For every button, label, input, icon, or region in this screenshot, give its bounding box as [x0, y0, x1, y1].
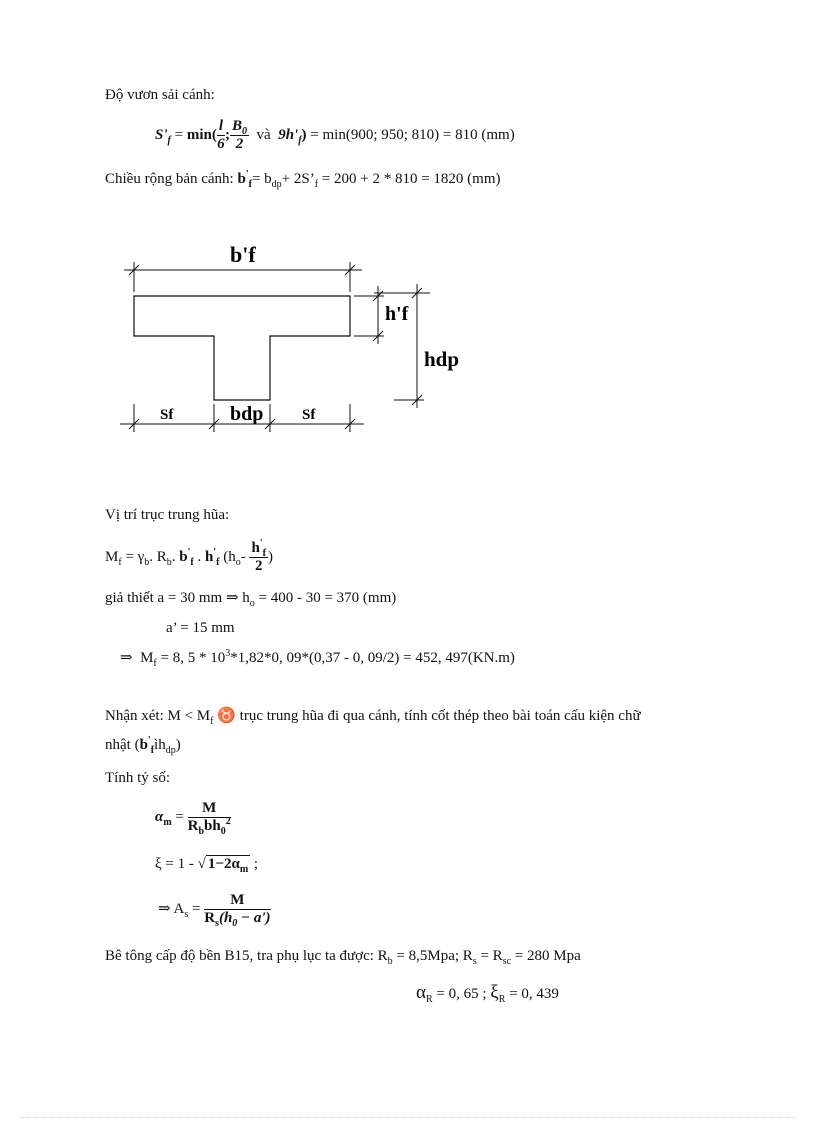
width-label: Chiều rộng bản cánh: [105, 171, 238, 187]
frac-b0-2 [230, 118, 249, 154]
mf-r-sub: b [166, 557, 172, 569]
remark2-text1: nhật ( [105, 737, 140, 753]
mf-close: ) [267, 549, 273, 566]
mf-frac-num-sub: f [262, 548, 266, 559]
frac-l-6 [217, 118, 225, 154]
mf-b-sub: f [190, 557, 194, 569]
frac-b-den: 2 [235, 136, 244, 153]
mf-h-sup: ' [213, 547, 217, 559]
mf-gamma-sub: b [144, 557, 150, 569]
alpha-r-symbol: α [416, 982, 426, 1003]
a-prime-line: a’ = 15 mm [166, 620, 235, 636]
remark2-b-sup: ' [147, 735, 151, 746]
alpha-den-rest: bh [204, 818, 221, 835]
remark-line-2 [105, 735, 181, 756]
t-section-outline [134, 296, 350, 400]
label-hf: h'f [385, 303, 409, 325]
alpha-lhs-sub: m [163, 817, 172, 829]
label-bf: b'f [230, 242, 256, 267]
concrete-text4: = 280 Mpa [511, 948, 581, 964]
frac-l-num: l [217, 118, 225, 136]
alpha-eq: = [175, 809, 184, 826]
xi-r-symbol: ξ [490, 982, 499, 1003]
mf-value-line [120, 648, 515, 669]
assume-text2: = 400 - 30 = 370 (mm) [254, 590, 397, 606]
as-sub: s [184, 909, 189, 921]
ratio-heading: Tính tỷ số: [105, 770, 171, 786]
t-section-diagram [112, 240, 472, 440]
width-eq: = b [251, 171, 272, 187]
width-b: b [237, 171, 246, 187]
assume-sub: o [249, 598, 255, 609]
xi-radicand-sub: m [239, 864, 249, 875]
alpha-formula [155, 800, 231, 836]
as-arrow: ⇒ A [158, 901, 185, 918]
alpha-lhs: α [155, 809, 164, 826]
xi-r-sub: R [498, 994, 506, 1005]
as-eq: = [188, 901, 201, 918]
limits-text2: = 0, 439 [505, 986, 559, 1002]
frac-b-num-sub: 0 [242, 126, 248, 137]
sf-lhs-sub: f [167, 135, 171, 147]
sf-term3: 9h' [278, 127, 299, 144]
concrete-text3: = R [476, 948, 503, 964]
remark2-b-sub: f [150, 745, 155, 756]
xi-radicand: 1−2α [207, 856, 240, 872]
sf-term3-sub: f [298, 135, 302, 147]
width-line [105, 169, 501, 190]
concrete-text2: = 8,5Mpa; R [392, 948, 473, 964]
xi-formula [155, 856, 259, 875]
alpha-frac [188, 800, 231, 836]
as-den3: − a') [237, 910, 271, 927]
frac-b-num: B [232, 118, 243, 134]
alpha-den-sub: b [198, 826, 205, 838]
sf-rhs: = min(900; 950; 810) = 810 (mm) [310, 127, 515, 144]
mf-paren: (h [219, 549, 236, 566]
as-num: M [204, 892, 270, 910]
width-dp-sub: dp [271, 179, 282, 190]
width-rest1-sub: f [314, 179, 319, 190]
label-sf-left: Sf [160, 407, 174, 423]
mf-value-arrow: ⇒ [120, 650, 133, 666]
width-b-sup: ' [245, 169, 249, 180]
label-hdp [424, 347, 459, 371]
remark-line [105, 708, 641, 727]
as-den1-sub: s [215, 918, 219, 930]
mf-formula [105, 540, 273, 576]
mf-m-sub: f [118, 557, 122, 569]
as-den1: R [204, 910, 216, 927]
sf-va: và [256, 127, 271, 144]
mf-h-sub: f [216, 557, 220, 569]
as-formula [158, 892, 271, 928]
frac-l-den: 6 [217, 136, 225, 153]
taurus-symbol-icon: ♉ [217, 708, 236, 724]
alpha-den-sub2: 0 [220, 826, 226, 838]
mf-value-sup: 3 [225, 648, 231, 659]
alpha-num: M [188, 800, 231, 818]
remark2-sub: dp [165, 745, 176, 756]
mf-value-m: M [140, 650, 154, 666]
as-den2: (h [218, 910, 233, 927]
heading-flange-overhang: Độ vươn sải cánh: [105, 87, 215, 103]
limits-line [416, 982, 559, 1005]
label-hdp-text: hdp [424, 347, 460, 371]
alpha-r-sub: R [425, 994, 433, 1005]
concrete-rb-sub: b [387, 956, 393, 967]
mf-frac-den: 2 [254, 558, 263, 575]
width-rest1: + 2S’ [281, 171, 315, 187]
concrete-rsc-sub: sc [502, 956, 512, 967]
alpha-den: R [187, 818, 199, 835]
remark-text1: Nhận xét: M < M [105, 708, 211, 724]
heading-neutral-axis: Vị trí trục trung hũa: [105, 507, 230, 523]
mf-h: h [205, 549, 214, 566]
remark-text2: trục trung hũa đi qua cánh, tính cốt thép theo bài toán cấu kiện chữ [235, 708, 641, 724]
assume-text1: giả thiết a = 30 mm ⇒ h [105, 590, 250, 606]
sf-eq: = [174, 127, 184, 144]
sf-sep: ; [225, 127, 230, 144]
mf-b: b [179, 549, 188, 566]
concrete-line [105, 948, 581, 967]
mf-dot1: . [171, 549, 176, 566]
assume-line [105, 590, 397, 609]
width-b-sub: f [248, 179, 252, 190]
mf-m: M [105, 549, 119, 566]
remark2-text2: ìh [154, 737, 166, 753]
mf-ho-sub: o [235, 557, 241, 569]
width-rest2: = 200 + 2 * 810 = 1820 (mm) [318, 171, 501, 187]
sf-formula [155, 118, 515, 154]
mf-frac-num: h [251, 540, 260, 556]
mf-r: . R [149, 549, 167, 566]
mf-eq: = γ [121, 549, 145, 566]
label-sf-right: Sf [302, 407, 316, 423]
sf-min: min( [186, 127, 217, 144]
concrete-text1: Bê tông cấp độ bền B15, tra phụ lục ta được: R [105, 948, 388, 964]
sqrt-radical: √ $1-2\alpha_m$ [197, 856, 249, 875]
as-den2-sub: 0 [232, 918, 238, 930]
mf-minus: - [240, 549, 246, 566]
limits-text1: = 0, 65 ; [432, 986, 491, 1002]
page-bottom-divider [20, 1117, 796, 1118]
mf-value-m-sub: f [153, 658, 157, 669]
remark2-b: b [139, 737, 148, 753]
mf-value-text2: *1,82*0, 09*(0,37 - 0, 09/2) = 452, 497(KN.m) [230, 650, 515, 666]
sf-lhs: S' [155, 127, 168, 144]
xi-lhs: ξ = 1 - [155, 856, 194, 872]
concrete-rs-sub: s [472, 956, 477, 967]
mf-value-text1: = 8, 5 * 10 [156, 650, 226, 666]
mf-frac-hf-2 [249, 540, 267, 576]
sf-close: ) [301, 127, 307, 144]
alpha-den-sup: 2 [225, 816, 231, 828]
xi-tail: ; [250, 856, 259, 872]
mf-b-sup: ' [187, 547, 191, 559]
mf-dot2: . [193, 549, 202, 566]
label-bdp: bdp [230, 403, 264, 425]
mf-frac-num-sup: ' [259, 538, 263, 549]
remark-sub: f [210, 716, 214, 727]
as-frac [204, 892, 270, 928]
remark2-text3: ) [175, 737, 181, 753]
